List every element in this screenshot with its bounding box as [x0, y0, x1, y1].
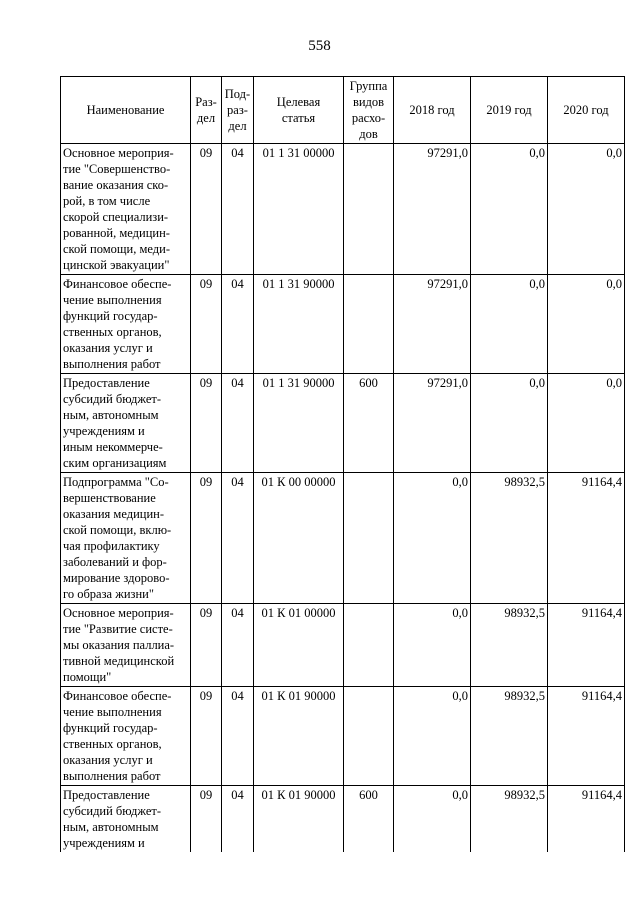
cell-y2018: 97291,0 — [394, 275, 471, 374]
header-name: Наименование — [61, 77, 191, 144]
cell-name: Основное мероприя- тие "Развитие систе- мы оказания паллиа- тивной медицинской помощи" — [61, 604, 191, 687]
cell-subsection: 04 — [222, 604, 254, 687]
cell-subsection: 04 — [222, 687, 254, 786]
cell-section: 09 — [191, 786, 222, 853]
cell-target: 01 К 01 90000 — [254, 786, 344, 853]
table-row — [61, 374, 625, 473]
cell-group — [344, 604, 394, 687]
cell-subsection: 04 — [222, 144, 254, 275]
cell-section: 09 — [191, 275, 222, 374]
cell-subsection: 04 — [222, 786, 254, 853]
cell-y2018: 0,0 — [394, 473, 471, 604]
cell-group: 600 — [344, 786, 394, 853]
cell-y2019: 0,0 — [471, 374, 548, 473]
cell-section: 09 — [191, 687, 222, 786]
table-row — [61, 786, 625, 853]
header-target: Целевая статья — [254, 77, 344, 144]
cell-subsection: 04 — [222, 473, 254, 604]
header-subsection: Под- раз- дел — [222, 77, 254, 144]
cell-y2018: 0,0 — [394, 687, 471, 786]
cell-y2018: 97291,0 — [394, 144, 471, 275]
cell-y2020: 91164,4 — [548, 687, 625, 786]
table-row — [61, 275, 625, 374]
cell-name: Предоставление субсидий бюджет- ным, автономным учреждениям и — [61, 786, 191, 853]
table-header-row — [61, 77, 625, 144]
cell-subsection: 04 — [222, 374, 254, 473]
cell-y2020: 91164,4 — [548, 473, 625, 604]
cell-group — [344, 144, 394, 275]
cell-y2020: 91164,4 — [548, 786, 625, 853]
cell-target: 01 1 31 00000 — [254, 144, 344, 275]
cell-section: 09 — [191, 374, 222, 473]
budget-table — [60, 76, 625, 852]
cell-target: 01 К 00 00000 — [254, 473, 344, 604]
table-row — [61, 144, 625, 275]
cell-group — [344, 473, 394, 604]
cell-y2019: 98932,5 — [471, 604, 548, 687]
cell-y2020: 91164,4 — [548, 604, 625, 687]
header-section: Раз- дел — [191, 77, 222, 144]
cell-y2020: 0,0 — [548, 275, 625, 374]
table-body — [61, 144, 625, 853]
cell-name: Финансовое обеспе- чение выполнения функций государ- ственных органов, оказания услуг и выполнения работ — [61, 687, 191, 786]
cell-y2019: 98932,5 — [471, 687, 548, 786]
cell-y2018: 0,0 — [394, 604, 471, 687]
cell-name: Финансовое обеспе- чение выполнения функций государ- ственных органов, оказания услуг и выполнения работ — [61, 275, 191, 374]
cell-name: Подпрограмма "Со- вершенствование оказания медицин- ской помощи, вклю- чая профилактику заболеваний и фор- мирование здорово- го образа жизни" — [61, 473, 191, 604]
header-2019: 2019 год — [471, 77, 548, 144]
header-2018: 2018 год — [394, 77, 471, 144]
cell-section: 09 — [191, 144, 222, 275]
table-row — [61, 604, 625, 687]
table-row — [61, 687, 625, 786]
cell-section: 09 — [191, 604, 222, 687]
header-2020: 2020 год — [548, 77, 625, 144]
cell-y2018: 97291,0 — [394, 374, 471, 473]
page-number: 558 — [308, 38, 331, 54]
cell-y2018: 0,0 — [394, 786, 471, 853]
cell-y2020: 0,0 — [548, 144, 625, 275]
cell-name: Основное мероприя- тие "Совершенство- вание оказания ско- рой, в том числе скорой специализи- рованной, медицин- ской помощи, меди- цинской эвакуации" — [61, 144, 191, 275]
cell-group — [344, 687, 394, 786]
cell-y2019: 0,0 — [471, 144, 548, 275]
cell-subsection: 04 — [222, 275, 254, 374]
cell-name: Предоставление субсидий бюджет- ным, автономным учреждениям и иным некоммерче- ским организациям — [61, 374, 191, 473]
cell-y2019: 0,0 — [471, 275, 548, 374]
cell-target: 01 1 31 90000 — [254, 374, 344, 473]
table-row — [61, 473, 625, 604]
cell-y2019: 98932,5 — [471, 473, 548, 604]
cell-group — [344, 275, 394, 374]
cell-target: 01 К 01 00000 — [254, 604, 344, 687]
cell-y2019: 98932,5 — [471, 786, 548, 853]
header-group: Группа видов расхо- дов — [344, 77, 394, 144]
cell-section: 09 — [191, 473, 222, 604]
cell-target: 01 1 31 90000 — [254, 275, 344, 374]
cell-y2020: 0,0 — [548, 374, 625, 473]
cell-group: 600 — [344, 374, 394, 473]
cell-target: 01 К 01 90000 — [254, 687, 344, 786]
